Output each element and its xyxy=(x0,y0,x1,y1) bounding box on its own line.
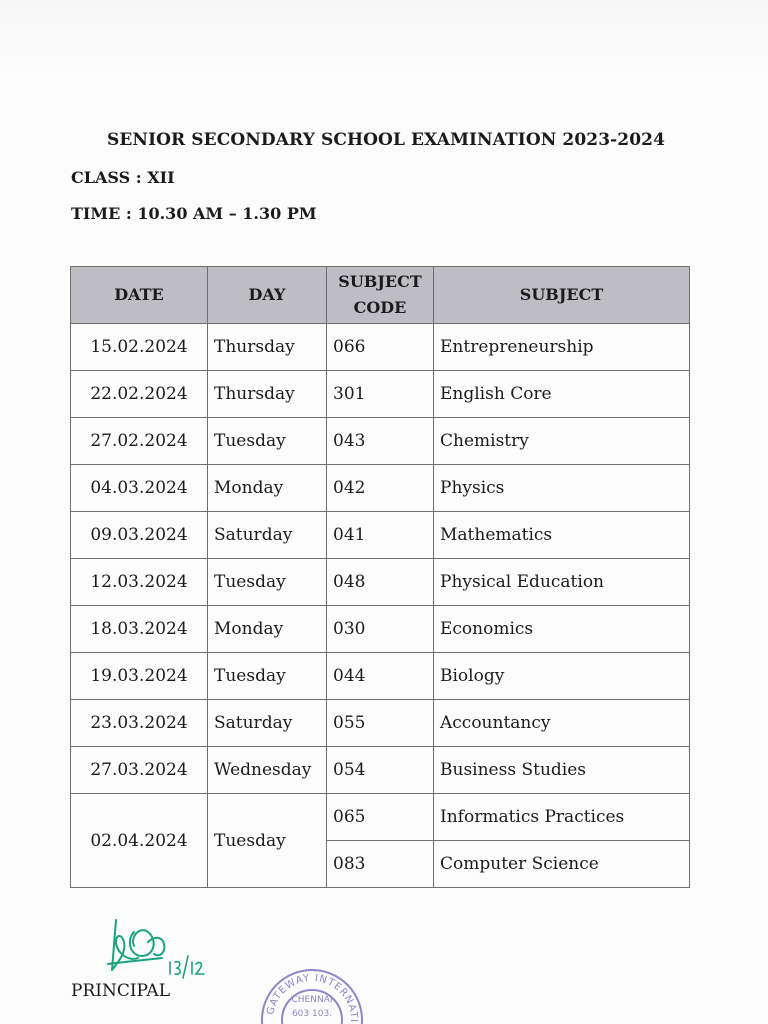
table-row xyxy=(71,465,690,512)
header-subject-code-line1: SUBJECT xyxy=(338,272,422,291)
principal-label: PRINCIPAL xyxy=(71,981,170,1001)
cell-subject: Entrepreneurship xyxy=(434,324,690,371)
cell-subject-code: 054 xyxy=(327,747,434,794)
cell-date: 09.03.2024 xyxy=(71,512,208,559)
table-body xyxy=(71,324,690,888)
cell-day: Tuesday xyxy=(208,653,327,700)
cell-date: 19.03.2024 xyxy=(71,653,208,700)
cell-subject: Accountancy xyxy=(434,700,690,747)
header-row xyxy=(71,267,690,324)
table-row xyxy=(71,512,690,559)
cell-subject-code: 055 xyxy=(327,700,434,747)
cell-date-merged: 02.04.2024 xyxy=(71,794,208,888)
cell-day: Tuesday xyxy=(208,559,327,606)
cell-day: Saturday xyxy=(208,512,327,559)
cell-subject: Computer Science xyxy=(434,841,690,888)
time-line: TIME : 10.30 AM – 1.30 PM xyxy=(71,204,317,223)
stamp-pin: 603 103. xyxy=(291,1009,333,1019)
cell-date: 18.03.2024 xyxy=(71,606,208,653)
cell-subject-code: 044 xyxy=(327,653,434,700)
cell-subject: Economics xyxy=(434,606,690,653)
cell-day: Monday xyxy=(208,606,327,653)
cell-day: Tuesday xyxy=(208,418,327,465)
cell-date: 27.03.2024 xyxy=(71,747,208,794)
document-title: SENIOR SECONDARY SCHOOL EXAMINATION 2023-2024 xyxy=(107,130,665,150)
table-row xyxy=(71,371,690,418)
class-line: CLASS : XII xyxy=(71,168,175,187)
school-stamp xyxy=(259,938,365,1024)
principal-signature xyxy=(104,912,208,980)
table-header xyxy=(71,267,690,324)
cell-day: Thursday xyxy=(208,371,327,418)
cell-day: Thursday xyxy=(208,324,327,371)
svg-text:GATEWAY INTERNATIONAL SCHOOL: GATEWAY INTERNATI xyxy=(265,972,360,1024)
cell-subject: English Core xyxy=(434,371,690,418)
cell-subject-code: 301 xyxy=(327,371,434,418)
exam-schedule-table xyxy=(70,266,690,888)
table-row xyxy=(71,559,690,606)
table-row xyxy=(71,418,690,465)
cell-subject: Business Studies xyxy=(434,747,690,794)
cell-subject-code: 048 xyxy=(327,559,434,606)
cell-subject: Informatics Practices xyxy=(434,794,690,841)
cell-day-merged: Tuesday xyxy=(208,794,327,888)
cell-date: 04.03.2024 xyxy=(71,465,208,512)
cell-subject: Chemistry xyxy=(434,418,690,465)
cell-date: 12.03.2024 xyxy=(71,559,208,606)
header-subject: SUBJECT xyxy=(434,267,690,324)
cell-subject-code: 030 xyxy=(327,606,434,653)
cell-date: 22.02.2024 xyxy=(71,371,208,418)
table-row xyxy=(71,700,690,747)
table-row xyxy=(71,324,690,371)
cell-subject-code: 083 xyxy=(327,841,434,888)
cell-subject: Physics xyxy=(434,465,690,512)
cell-day: Wednesday xyxy=(208,747,327,794)
header-date: DATE xyxy=(71,267,208,324)
table-row-merged-first xyxy=(71,794,690,841)
table-row xyxy=(71,606,690,653)
cell-day: Saturday xyxy=(208,700,327,747)
cell-subject-code: 041 xyxy=(327,512,434,559)
table-row xyxy=(71,747,690,794)
cell-subject-code: 065 xyxy=(327,794,434,841)
cell-day: Monday xyxy=(208,465,327,512)
cell-date: 15.02.2024 xyxy=(71,324,208,371)
header-subject-code xyxy=(327,267,434,324)
cell-subject-code: 042 xyxy=(327,465,434,512)
cell-subject-code: 043 xyxy=(327,418,434,465)
cell-subject: Mathematics xyxy=(434,512,690,559)
cell-subject-code: 066 xyxy=(327,324,434,371)
stamp-city: CHENNAI xyxy=(291,995,333,1005)
cell-subject: Biology xyxy=(434,653,690,700)
header-day: DAY xyxy=(208,267,327,324)
cell-date: 27.02.2024 xyxy=(71,418,208,465)
cell-date: 23.03.2024 xyxy=(71,700,208,747)
table-row xyxy=(71,653,690,700)
cell-subject: Physical Education xyxy=(434,559,690,606)
header-subject-code-line2: CODE xyxy=(353,298,407,317)
